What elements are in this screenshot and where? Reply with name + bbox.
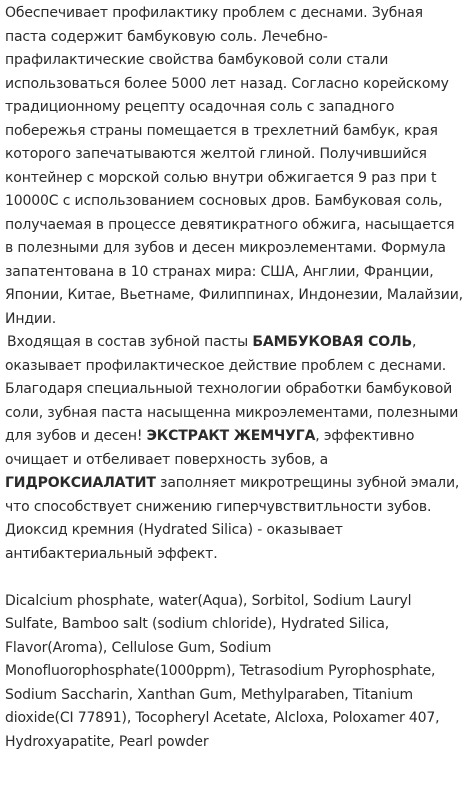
paragraph-text: , оказывает профилактическое действие проблем с деснами. Благодаря специальныой технологии обработки бамбуковой соли, зубная паста насыщенна микроэлементами, полезными для зубов и десен!	[5, 334, 459, 444]
description-paragraph-ingredients-effect	[5, 331, 464, 566]
paragraph-text: заполняет микротрещины зубной эмали, что способствует снижению гиперчувствитльности зубов. Диоксид кремния (Hydrated Silica) - оказывает антибактериальный эффект.	[5, 475, 460, 562]
description-paragraph-benefits: Обеспечивает профилактику проблем с деснами. Зубная паста содержит бамбуковую соль. Лечебно-прафилактические свойства бамбуковой соли стали использоваться более 5000 лет назад. Согласно корейскому традиционному рецепту осадочная соль с западного побережья страны помещается в трехлетний бамбук, края которого запечатываются желтой глиной. Получившийся контейнер с морской солью внутри обжигается 9 раз при t 10000С с использованием сосновых дров. Бамбуковая соль, получаемая в процессе девятикратного обжига, насыщается в полезными для зубов и десен микроэлементами. Формула запатентована в 10 странах мира: США, Англии, Франции, Японии, Китае, Вьетнаме, Филиппинах, Индонезии, Малайзии, Индии.	[5, 5, 463, 327]
highlight-bamboo-salt: БАМБУКОВАЯ СОЛЬ	[252, 334, 413, 350]
paragraph-text: , эффективно очищает и отбеливает поверхность зубов, а	[5, 428, 415, 468]
ingredients-list: Dicalcium phosphate, water(Aqua), Sorbitol, Sodium Lauryl Sulfate, Bamboo salt (sodium chloride), Hydrated Silica, Flavor(Aroma), Cellulose Gum, Sodium Monofluorophosphate(1000ppm), Tetrasodium Pyrophosphate, Sodium Saccharin, Xanthan Gum, Methylparaben, Titanium dioxide(CI 77891), Tocopheryl Acetate, Alcloxa, Poloxamer 407, Hydroxyapatite, Pearl powder	[5, 592, 440, 750]
highlight-hydroxyapatite: ГИДРОКСИАЛАТИТ	[5, 475, 156, 491]
highlight-pearl-extract: ЭКСТРАКТ ЖЕМЧУГА	[146, 428, 316, 444]
paragraph-text: Входящая в состав зубной пасты	[7, 334, 253, 350]
